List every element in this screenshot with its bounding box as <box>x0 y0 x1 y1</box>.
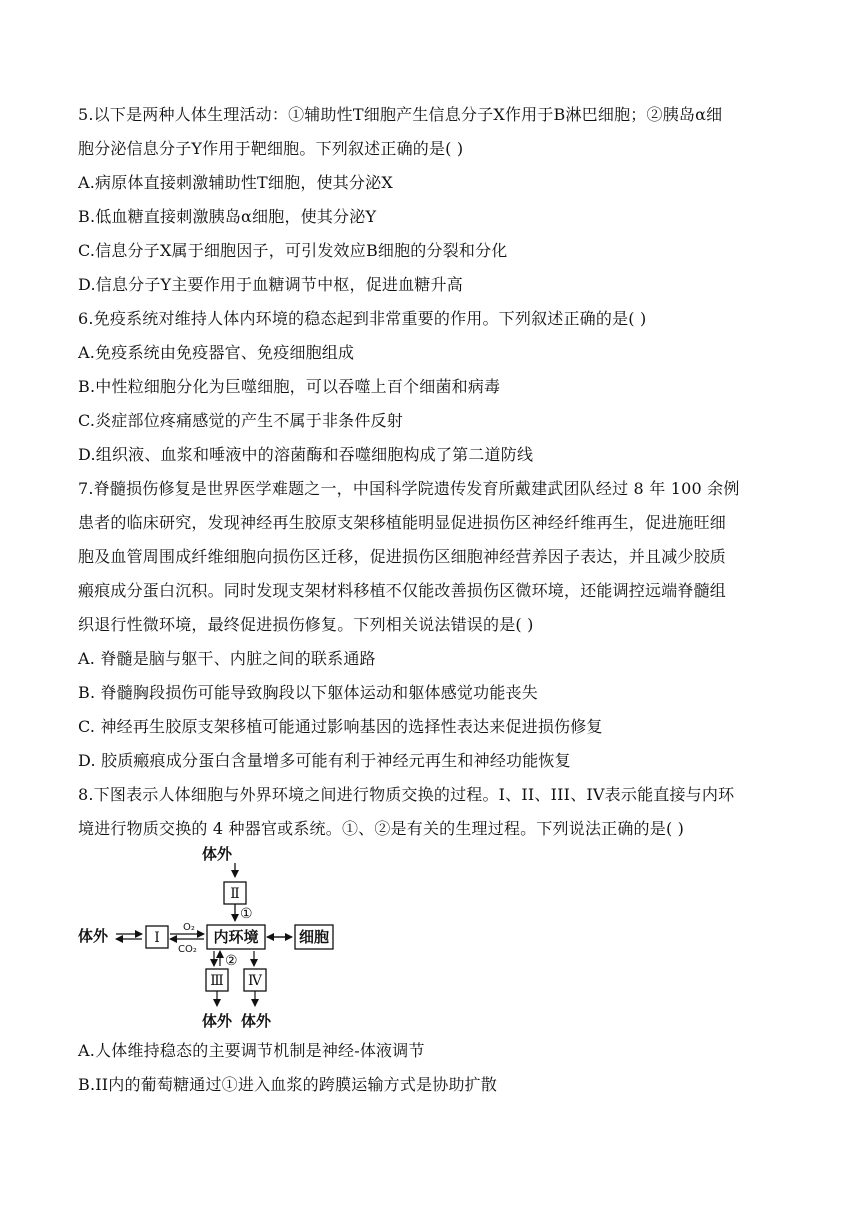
q8-stem-line-1: 8.下图表示人体细胞与外界环境之间进行物质交换的过程。I、II、III、IV表示能直接与内环 <box>78 785 735 804</box>
cell-label: 细胞 <box>298 928 330 946</box>
q7-stem-line-2: 患者的临床研究，发现神经再生胶原支架移植能明显促进损伤区神经纤维再生，促进施旺细 <box>78 513 727 532</box>
exchange-diagram-svg <box>70 842 370 1032</box>
q6-stem-line-1: 6.免疫系统对维持人体内环境的稳态起到非常重要的作用。下列叙述正确的是( ) <box>78 309 647 328</box>
q8-stem-line-2: 境进行物质交换的 4 种器官或系统。①、②是有关的生理过程。下列说法正确的是( ) <box>78 819 685 838</box>
q5-option-a: A.病原体直接刺激辅助性T细胞，使其分泌X <box>78 173 393 192</box>
q6-option-c: C.炎症部位疼痛感觉的产生不属于非条件反射 <box>78 411 403 430</box>
q6-option-b: B.中性粒细胞分化为巨噬细胞，可以吞噬上百个细菌和病毒 <box>78 377 501 396</box>
box-IV-label: Ⅳ <box>248 973 262 989</box>
q8-option-b: B.II内的葡萄糖通过①进入血浆的跨膜运输方式是协助扩散 <box>78 1075 498 1094</box>
outside-top-label: 体外 <box>201 845 233 863</box>
outside-bottom-left-label: 体外 <box>201 1012 233 1030</box>
q8-option-a: A.人体维持稳态的主要调节机制是神经-体液调节 <box>78 1041 425 1060</box>
o2-label: O₂ <box>183 922 195 933</box>
q5-option-d: D.信息分子Y主要作用于血糖调节中枢，促进血糖升高 <box>78 275 463 294</box>
box-II-label: Ⅱ <box>230 886 240 902</box>
inner-environment-label: 内环境 <box>213 928 259 946</box>
q7-stem-line-5: 织退行性微环境，最终促进损伤修复。下列相关说法错误的是( ) <box>78 615 534 634</box>
q6-option-d: D.组织液、血浆和唾液中的溶菌酶和吞噬细胞构成了第二道防线 <box>78 445 534 464</box>
q7-option-d: D. 胶质瘢痕成分蛋白含量增多可能有利于神经元再生和神经功能恢复 <box>78 751 571 770</box>
q7-stem-line-3: 胞及血管周围成纤维细胞向损伤区迁移，促进损伤区细胞神经营养因子表达，并且减少胶质 <box>78 547 727 566</box>
q7-option-b: B. 脊髓胸段损伤可能导致胸段以下躯体运动和躯体感觉功能丧失 <box>78 683 538 702</box>
outside-bottom-right-label: 体外 <box>240 1012 272 1030</box>
q7-option-a: A. 脊髓是脑与躯干、内脏之间的联系通路 <box>78 649 376 668</box>
box-III-label: Ⅲ <box>210 973 224 989</box>
outside-left-label: 体外 <box>78 927 109 945</box>
box-I-label: Ⅰ <box>154 930 160 946</box>
q5-stem-line-2: 胞分泌信息分子Y作用于靶细胞。下列叙述正确的是( ) <box>78 139 464 158</box>
q5-option-b: B.低血糖直接刺激胰岛α细胞，使其分泌Y <box>78 207 377 226</box>
q5-stem-line-1: 5.以下是两种人体生理活动：①辅助性T细胞产生信息分子X作用于B淋巴细胞；②胰岛α细 <box>78 105 723 124</box>
co2-label: CO₂ <box>178 944 197 955</box>
q6-option-a: A.免疫系统由免疫器官、免疫细胞组成 <box>78 343 355 362</box>
process-2-mark: ② <box>225 953 238 969</box>
process-1-mark: ① <box>240 906 253 922</box>
q7-stem-line-1: 7.脊髓损伤修复是世界医学难题之一，中国科学院遗传发育所戴建武团队经过 8 年 100 余例 <box>78 479 740 498</box>
exchange-diagram <box>70 842 370 1032</box>
q7-stem-line-4: 瘢痕成分蛋白沉积。同时发现支架材料移植不仅能改善损伤区微环境，还能调控远端脊髓组 <box>78 581 727 600</box>
q5-option-c: C.信息分子X属于细胞因子，可引发效应B细胞的分裂和分化 <box>78 241 508 260</box>
q7-option-c: C. 神经再生胶原支架移植可能通过影响基因的选择性表达来促进损伤修复 <box>78 717 603 736</box>
